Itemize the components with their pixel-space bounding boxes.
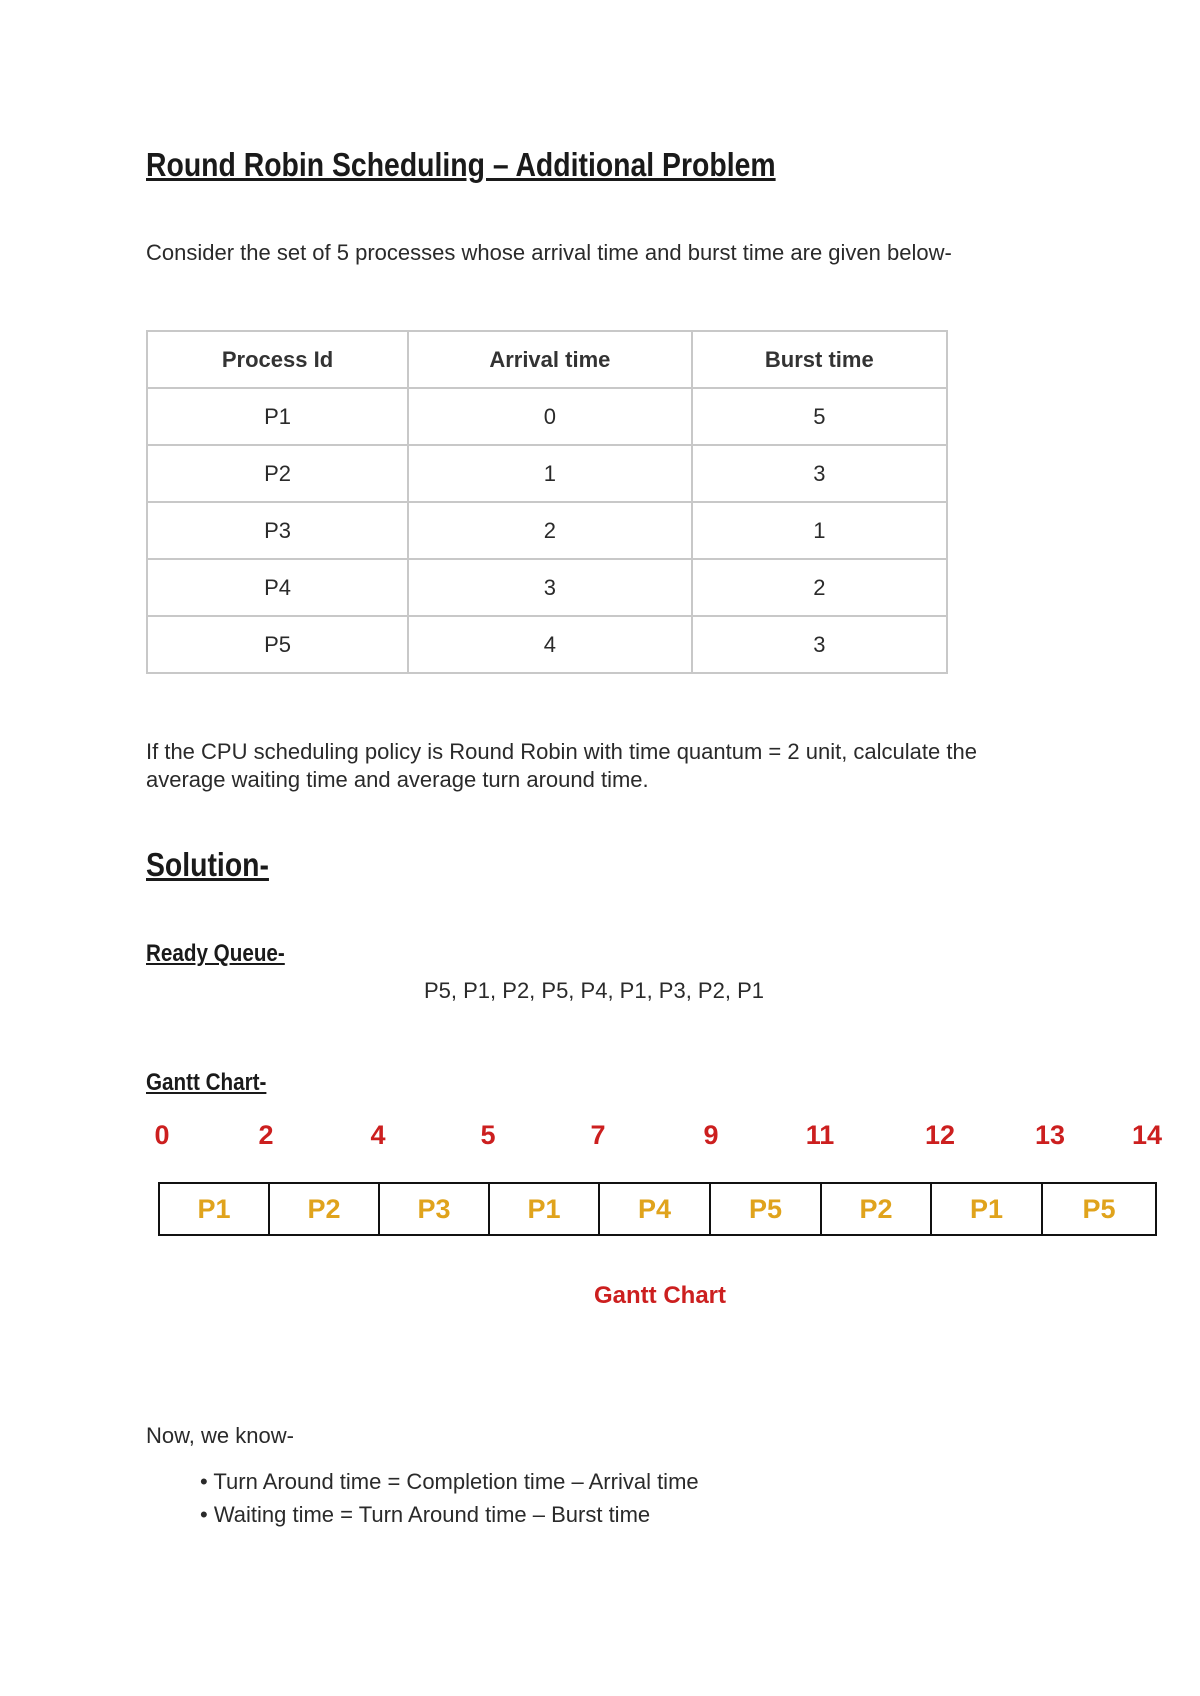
gantt-time-label: 13	[1034, 1120, 1066, 1150]
gantt-block: P2	[820, 1182, 932, 1236]
cell-process-id: P1	[147, 388, 408, 445]
gantt-chart-heading: Gantt Chart-	[146, 1069, 267, 1096]
gantt-chart-caption: Gantt Chart	[594, 1282, 726, 1309]
now-we-know-text: Now, we know-	[146, 1423, 294, 1448]
header-process-id: Process Id	[147, 331, 408, 388]
formula-list	[200, 1465, 699, 1531]
gantt-time-label: 0	[154, 1120, 170, 1150]
gantt-block: P3	[378, 1182, 490, 1236]
intro-text: Consider the set of 5 processes whose arrival time and burst time are given below-	[146, 240, 952, 265]
gantt-time-label: 4	[370, 1120, 386, 1150]
ready-queue-sequence: P5, P1, P2, P5, P4, P1, P3, P2, P1	[424, 978, 764, 1003]
list-item: • Turn Around time = Completion time – Arrival time	[200, 1465, 699, 1498]
cell-arrival-time: 4	[408, 616, 692, 673]
gantt-time-label: 9	[703, 1120, 719, 1150]
gantt-time-label: 14	[1131, 1120, 1163, 1150]
gantt-block: P1	[488, 1182, 600, 1236]
gantt-block: P2	[268, 1182, 380, 1236]
cell-burst-time: 5	[692, 388, 947, 445]
table-row	[147, 616, 947, 673]
gantt-block: P4	[598, 1182, 711, 1236]
gantt-time-label: 11	[805, 1120, 835, 1150]
cell-arrival-time: 0	[408, 388, 692, 445]
cell-arrival-time: 2	[408, 502, 692, 559]
header-burst-time: Burst time	[692, 331, 947, 388]
cell-arrival-time: 3	[408, 559, 692, 616]
cell-burst-time: 3	[692, 445, 947, 502]
gantt-chart	[0, 1120, 1200, 1320]
gantt-time-label: 2	[258, 1120, 274, 1150]
question-text: If the CPU scheduling policy is Round Robin with time quantum = 2 unit, calculate the average waiting time and average turn around time.	[146, 739, 977, 792]
cell-process-id: P4	[147, 559, 408, 616]
list-item: • Waiting time = Turn Around time – Burst time	[200, 1498, 699, 1531]
gantt-block: P1	[158, 1182, 270, 1236]
header-arrival-time: Arrival time	[408, 331, 692, 388]
gantt-block: P5	[1041, 1182, 1157, 1236]
gantt-time-label: 7	[590, 1120, 606, 1150]
ready-queue-heading: Ready Queue-	[146, 940, 285, 967]
table-header-row	[147, 331, 947, 388]
cell-process-id: P2	[147, 445, 408, 502]
gantt-block: P1	[930, 1182, 1043, 1236]
table-row	[147, 445, 947, 502]
cell-burst-time: 2	[692, 559, 947, 616]
gantt-block: P5	[709, 1182, 822, 1236]
cell-process-id: P5	[147, 616, 408, 673]
cell-arrival-time: 1	[408, 445, 692, 502]
cell-burst-time: 1	[692, 502, 947, 559]
cell-burst-time: 3	[692, 616, 947, 673]
table-row	[147, 502, 947, 559]
table-row	[147, 559, 947, 616]
table-row	[147, 388, 947, 445]
cell-process-id: P3	[147, 502, 408, 559]
process-table	[146, 330, 948, 674]
solution-heading: Solution-	[146, 846, 269, 883]
page-title: Round Robin Scheduling – Additional Problem	[146, 146, 776, 183]
gantt-time-label: 5	[480, 1120, 496, 1150]
gantt-time-label: 12	[924, 1120, 956, 1150]
